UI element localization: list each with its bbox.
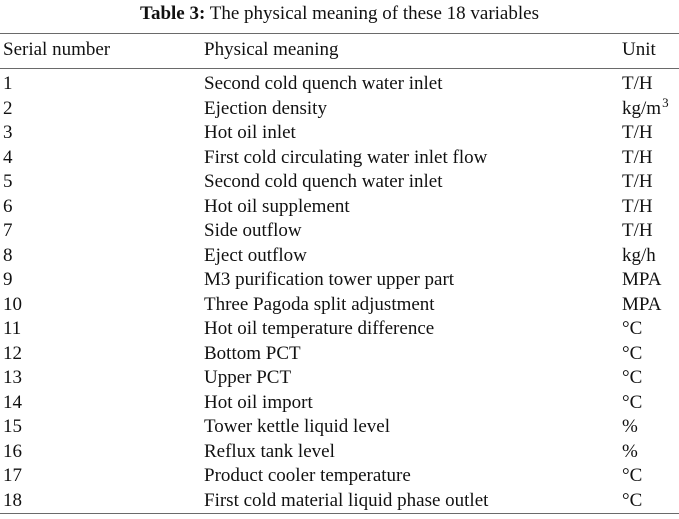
serial-number-cell: 1 (3, 73, 13, 94)
unit-cell (622, 464, 642, 488)
table-row (0, 219, 679, 243)
table-row (0, 440, 679, 464)
serial-number-cell: 5 (3, 171, 13, 192)
table-row (0, 72, 679, 96)
unit-text: T/H (622, 220, 653, 241)
physical-meaning-cell: M3 purification tower upper part (204, 269, 455, 290)
unit-text: MPA (622, 293, 662, 315)
unit-text: °C (622, 367, 643, 388)
unit-text: kg/m (622, 97, 662, 119)
serial-number-cell: 9 (3, 269, 13, 290)
physical-meaning-cell: Reflux tank level (204, 440, 335, 462)
unit-cell (622, 440, 638, 464)
table-caption-text: The physical meaning of these 18 variables (209, 3, 539, 24)
physical-meaning-cell: Product cooler temperature (204, 465, 411, 486)
serial-number-cell: 18 (3, 489, 22, 511)
table-row (0, 464, 679, 488)
table-row (0, 146, 679, 170)
serial-number-cell: 3 (3, 122, 13, 143)
unit-cell (622, 244, 656, 268)
table-row (0, 293, 679, 317)
unit-cell (622, 195, 653, 219)
unit-cell (622, 342, 642, 366)
serial-number-cell: 17 (3, 465, 22, 486)
unit-cell (622, 72, 653, 96)
physical-meaning-cell: Upper PCT (204, 367, 292, 388)
unit-cell (622, 489, 642, 513)
unit-cell (622, 391, 642, 415)
table-row (0, 366, 679, 390)
header-serial-number: Serial number (3, 39, 111, 60)
unit-cell (622, 317, 642, 341)
physical-meaning-cell: Hot oil temperature difference (204, 318, 435, 339)
serial-number-cell: 4 (3, 146, 13, 168)
physical-meaning-cell: Hot oil inlet (204, 122, 296, 143)
table-row (0, 342, 679, 366)
unit-cell (622, 94, 669, 122)
physical-meaning-cell: Side outflow (204, 220, 302, 241)
table-row (0, 268, 679, 292)
unit-text: T/H (622, 195, 653, 217)
physical-meaning-cell: Eject outflow (204, 244, 307, 266)
unit-cell (622, 146, 653, 170)
unit-text: % (622, 416, 638, 437)
table-row (0, 94, 679, 121)
unit-text: °C (622, 342, 643, 364)
serial-number-cell: 7 (3, 220, 13, 241)
unit-cell (622, 121, 653, 145)
serial-number-cell: 2 (3, 97, 13, 119)
physical-meaning-cell: Bottom PCT (204, 342, 301, 364)
serial-number-cell: 6 (3, 195, 13, 217)
serial-number-cell: 15 (3, 416, 22, 437)
physical-meaning-cell: First cold circulating water inlet flow (204, 146, 488, 168)
serial-number-cell: 13 (3, 367, 22, 388)
physical-meaning-cell: First cold material liquid phase outlet (204, 489, 489, 511)
unit-text: T/H (622, 122, 653, 143)
unit-cell (622, 366, 642, 390)
unit-superscript: 3 (662, 94, 669, 110)
unit-cell (622, 170, 653, 194)
unit-cell (622, 293, 661, 317)
unit-text: kg/h (622, 244, 656, 266)
header-physical-meaning: Physical meaning (204, 39, 339, 60)
table-bottom-rule (0, 513, 679, 514)
physical-meaning-cell: Second cold quench water inlet (204, 73, 443, 94)
table-row (0, 317, 679, 341)
serial-number-cell: 16 (3, 440, 22, 462)
serial-number-cell: 8 (3, 244, 13, 266)
table-row (0, 415, 679, 439)
unit-text: T/H (622, 73, 653, 94)
unit-text: °C (622, 489, 643, 511)
unit-text: °C (622, 465, 643, 486)
table-row (0, 489, 679, 513)
physical-meaning-cell: Hot oil import (204, 391, 313, 413)
unit-text: % (622, 440, 638, 462)
table-caption-label: Table 3: (140, 3, 206, 24)
unit-text: T/H (622, 171, 653, 192)
table-row (0, 195, 679, 219)
unit-cell (622, 415, 638, 439)
physical-meaning-cell: Hot oil supplement (204, 195, 350, 217)
unit-text: °C (622, 318, 643, 339)
physical-meaning-cell: Three Pagoda split adjustment (204, 293, 435, 315)
table-row (0, 391, 679, 415)
table-row (0, 121, 679, 145)
table-row (0, 244, 679, 268)
serial-number-cell: 12 (3, 342, 22, 364)
unit-text: MPA (622, 269, 662, 290)
serial-number-cell: 10 (3, 293, 22, 315)
unit-text: °C (622, 391, 643, 413)
unit-text: T/H (622, 146, 653, 168)
header-unit: Unit (622, 39, 656, 60)
serial-number-cell: 11 (3, 318, 22, 339)
unit-cell (622, 219, 653, 243)
unit-cell (622, 268, 661, 292)
serial-number-cell: 14 (3, 391, 22, 413)
physical-meaning-cell: Second cold quench water inlet (204, 171, 443, 192)
physical-meaning-cell: Ejection density (204, 97, 327, 119)
physical-meaning-cell: Tower kettle liquid level (204, 416, 390, 437)
table-row (0, 170, 679, 194)
